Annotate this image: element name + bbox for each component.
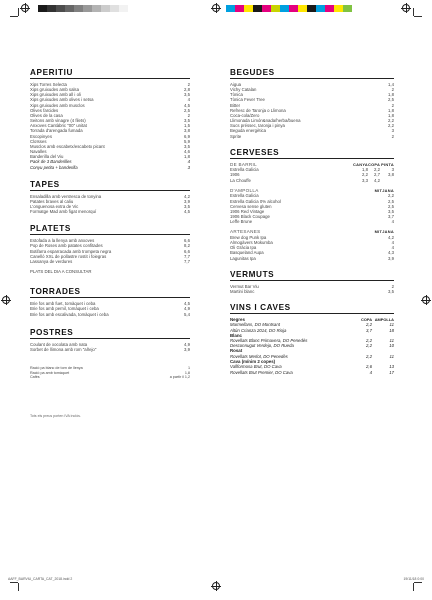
item-name: Cervesa sense gluten (230, 203, 272, 209)
item-name: Altún Crianza 2014, DO Rioja (230, 327, 287, 333)
item-name: Torrada d'arengada fumada (30, 128, 83, 134)
section-divider (30, 297, 190, 298)
item-list (30, 238, 190, 264)
item-name: Aigua (230, 82, 241, 87)
color-swatch (316, 5, 325, 12)
right-menu-column (230, 68, 394, 375)
section-divider (230, 280, 394, 281)
item-price: 5,9 (184, 138, 190, 144)
item-price: 1 (187, 366, 190, 371)
section-aperitiu (30, 68, 190, 170)
item-price: 3,5 (184, 92, 190, 98)
menu-item (230, 289, 394, 294)
item-name: La Chouffe (230, 177, 251, 183)
item-price: 1,8 (388, 92, 394, 98)
item-price: 2,2 (374, 167, 380, 173)
item-price: 6,6 (184, 238, 190, 244)
registration-mark-icon (212, 4, 220, 12)
section-begudes (230, 68, 394, 139)
color-swatch (101, 5, 110, 12)
section-divider (30, 78, 190, 79)
item-name: Ensaladilla amb ventresca de tonyina (30, 193, 102, 199)
item-name: Xips gruixudes amb salsa (30, 87, 79, 93)
item-price: 3,9 (388, 255, 394, 261)
col-header-copa: COPA (368, 161, 381, 167)
item-price: 2,6 (366, 364, 372, 370)
item-price: 3,8 (388, 172, 394, 178)
color-swatch (110, 5, 119, 12)
section-divider (30, 338, 190, 339)
item-price: 2,5 (388, 198, 394, 204)
item-name: Pop de Roses amb patates confitades (30, 243, 103, 249)
color-swatch (280, 5, 289, 12)
item-price: 1,5 (184, 123, 190, 129)
item-price: 2,2 (366, 338, 372, 344)
section-divider (30, 190, 190, 191)
item-price: 4 (187, 159, 190, 165)
item-name: Sprite (230, 133, 242, 139)
item-price: 2,2 (388, 123, 394, 129)
item-name: Cloïsses (30, 138, 47, 144)
item-name: Estofada a la llenya amb anxoves (30, 238, 95, 244)
item-price: 3,9 (184, 346, 190, 352)
vat-footnote: Tots els preus porten IVA inclòs. (30, 413, 81, 418)
section-title: BEGUDES (230, 68, 275, 77)
item-name: Xips gruixudes amb all i oli (30, 92, 81, 98)
menu-item (30, 347, 190, 352)
section-postres (30, 328, 190, 352)
item-price: 2,2 (388, 118, 394, 124)
section-divider (230, 158, 394, 159)
item-name: Conyu petita + banderilla (30, 164, 78, 170)
color-swatch (289, 5, 298, 12)
item-name: 1906 Red Vintage (230, 208, 265, 214)
item-price: 4 (391, 219, 394, 225)
registration-mark-icon (422, 296, 430, 304)
item-name: Coca-cola/Zero (230, 112, 260, 118)
item-price: 2,7 (374, 172, 380, 178)
item-list (230, 284, 394, 294)
col-header-mitjana: MITJANA (374, 187, 394, 193)
item-price: 4,2 (388, 234, 394, 240)
item-price: 10 (389, 343, 394, 349)
section-vermuts (230, 270, 394, 294)
wine-col-header: AMPOLLA (374, 317, 394, 322)
color-swatch (334, 5, 343, 12)
item-price: 18 (389, 327, 394, 333)
item-name: Rovellats Blanc Primavera, DO Penedès (230, 338, 308, 344)
item-price: 11 (389, 353, 394, 359)
item-name: Oli Gràcia Ipa (230, 245, 257, 251)
item-name: Brie fos amb escalivada, tomàquet i ceba (30, 311, 109, 317)
item-price: 2,2 (366, 353, 372, 359)
section-divider (230, 78, 394, 79)
item-list (230, 193, 394, 224)
item-price: 1,8 (184, 154, 190, 160)
item-name: Patates braves al caliu (30, 198, 74, 204)
color-swatch (325, 5, 334, 12)
item-price: 2,5 (388, 97, 394, 103)
item-price: 6,9 (184, 133, 190, 139)
item-price: 2 (187, 112, 190, 118)
item-price: 4 (369, 369, 372, 375)
item-name: Sorbet de llimona amb rom "añejo" (30, 346, 97, 352)
item-name: Anxoves Cantàbric "00" unitat (30, 123, 87, 129)
item-price: 17 (389, 369, 394, 375)
item-name: Navalles (30, 149, 47, 155)
item-name: Botifarra esparracada amb trompeta negra (30, 248, 112, 254)
item-name: Canelló XXL de pollastre rostit i foiegras (30, 253, 107, 259)
color-swatch (74, 5, 83, 12)
item-list (230, 235, 394, 261)
menu-item (30, 312, 190, 317)
item-price: 3 (187, 164, 190, 170)
item-name: Tònica Fever Tree (230, 97, 265, 103)
color-swatch (92, 5, 101, 12)
item-price: 3,9 (184, 198, 190, 204)
item-price: 2,5 (184, 107, 190, 113)
item-price: 3,7 (388, 214, 394, 219)
item-price: 2,2 (388, 193, 394, 199)
item-price: 4,2 (184, 193, 190, 199)
date-slug: 19/11/18 0:00 (403, 577, 424, 581)
crop-mark (18, 8, 19, 16)
item-price: 2 (187, 82, 190, 87)
section-title: APERITIU (30, 68, 74, 77)
artesanes-label: ARTESANES (230, 229, 261, 235)
section-title: VERMUTS (230, 269, 275, 279)
item-name: Estrella Galicia 0% alcohol (230, 198, 281, 204)
item-price: 1,8 (388, 107, 394, 113)
item-price: 2,2 (366, 322, 372, 328)
color-swatch (298, 5, 307, 12)
item-price: 4,6 (184, 149, 190, 155)
item-name: 1906 Black Coupage (230, 214, 270, 219)
wine-list (230, 317, 394, 375)
item-price: 1,8 (362, 167, 368, 173)
item-name: Musclos amb escabetx/escabetx picant (30, 143, 105, 149)
item-name: Brie fos amb pernil, tomàquet i ceba (30, 306, 99, 312)
item-price: 2,2 (362, 172, 368, 178)
item-name: Lassanya de verdures (30, 258, 73, 264)
item-list (30, 301, 190, 316)
registration-mark-icon (212, 582, 220, 590)
item-price: a partir il 1,2 (169, 375, 190, 380)
item-price: 2 (391, 87, 394, 93)
item-name: Almogàvers Mokumba (230, 240, 273, 246)
item-name: Marmellans, DO Montsant (230, 322, 280, 328)
grayscale-color-bar (38, 5, 128, 12)
item-price: 11 (389, 322, 394, 328)
item-price: 2 (391, 102, 394, 108)
section-title: PLATETS (30, 224, 71, 234)
col-header-pinta: PINTA (381, 161, 394, 167)
item-name: Formatge Mad amb figat menorquí (30, 209, 97, 215)
item-name: Estrella Galicia (230, 167, 259, 173)
menu-item (230, 256, 394, 261)
item-price: 2,8 (184, 87, 190, 93)
wine-group-label: Rosat (230, 348, 243, 354)
item-price: 1,8 (388, 112, 394, 118)
item-list (30, 342, 190, 352)
section-vins (230, 303, 394, 375)
item-name: Xips gruixudes amb olives i setsa (30, 97, 94, 103)
section-title: TAPES (30, 179, 60, 189)
section-divider (30, 234, 190, 235)
section-title: TORRADES (30, 287, 81, 297)
item-name: Pack de 3 Banderilles (30, 159, 72, 165)
crop-mark (10, 16, 18, 17)
color-swatch (352, 5, 361, 12)
color-swatch (343, 5, 352, 12)
item-price: 4,9 (184, 306, 190, 312)
item-price (380, 178, 394, 183)
item-price: 5,4 (184, 311, 190, 317)
cmyk-color-bar (226, 5, 361, 12)
item-name: Bitter (230, 102, 241, 108)
item-price: 3 (391, 128, 394, 134)
crop-mark (413, 583, 414, 591)
item-name: L'onguenosa extra de Vic (30, 203, 79, 209)
item-price: 4 (187, 97, 190, 103)
menu-item (230, 370, 394, 375)
color-swatch (38, 5, 47, 12)
item-list (30, 82, 190, 170)
item-name: Brie fos amb fuet, tomàquet i ceba (30, 301, 96, 307)
item-name: Refresc de Taronja o Llimona (230, 107, 286, 113)
item-price: 2 (391, 283, 394, 289)
item-name: Xips Torres Selecta (30, 82, 67, 87)
item-name: Martini blanc (230, 288, 255, 294)
item-name: Olives farcides (30, 107, 59, 113)
item-name: Desconnugut Verdejo, DO Rueda (230, 343, 294, 349)
item-price: 3,5 (388, 288, 394, 294)
color-swatch (253, 5, 262, 12)
item-name: Beguda energètica (230, 128, 267, 134)
left-menu-column (30, 68, 190, 418)
item-price: 4,3 (388, 250, 394, 256)
item-name: Coulant de xocolata amb nata (30, 341, 88, 347)
item-price: 2,2 (366, 343, 372, 349)
item-price: 4,2 (374, 177, 380, 183)
color-swatch (56, 5, 65, 12)
section-title: CERVESES (230, 147, 280, 157)
item-name: Rovellats Brut Premier, DO Cava (230, 369, 293, 375)
section-divider (230, 313, 394, 314)
item-name: Vallformosa Brut, DO Cava (230, 364, 282, 370)
color-swatch (83, 5, 92, 12)
item-price: 4,5 (184, 301, 190, 307)
section-title: POSTRES (30, 327, 74, 337)
registration-mark-icon (21, 4, 29, 12)
file-slug: AAFF_BARVIU_CARTA_CAT_2018.indd 2 (8, 577, 73, 581)
wine-group-label: Cava (mínim 2 copes) (230, 359, 276, 364)
item-name: Basqueland Aupa (230, 250, 264, 256)
crop-mark (10, 582, 18, 583)
item-name: Tònica (230, 92, 243, 98)
item-list (30, 194, 190, 215)
item-price: 1,4 (388, 82, 394, 87)
menu-item (230, 134, 394, 139)
color-swatch (47, 5, 56, 12)
item-price: 3,8 (184, 128, 190, 134)
item-name: Olives de la casa (30, 112, 63, 118)
item-price: 4,5 (184, 209, 190, 215)
item-list (230, 82, 394, 139)
item-name: Lagunitas Ipa (230, 255, 256, 261)
item-price: 3,7 (366, 327, 372, 333)
item-price: 4,5 (184, 102, 190, 108)
item-name: Estrella Galicia (230, 193, 259, 199)
registration-mark-icon (2, 296, 10, 304)
item-name: Leffe Brune (230, 219, 253, 225)
item-name: Seitons amb vinagre (4 filets) (30, 118, 86, 124)
section-torrades (30, 287, 190, 316)
menu-item (230, 219, 394, 224)
item-name: Escopinyes (30, 133, 52, 139)
item-price: 3,5 (184, 203, 190, 209)
item-name: Ració pa blanc de torn de llenya (30, 366, 83, 371)
menu-item (30, 375, 190, 380)
item-name: Banderilla del Viu (30, 154, 64, 160)
menu-item (30, 209, 190, 214)
item-price: 6,6 (184, 248, 190, 254)
color-swatch (119, 5, 128, 12)
ampolla-label: D'AMPOLLA (230, 187, 259, 193)
item-name: Cafès (30, 375, 40, 380)
section-platets (30, 224, 190, 274)
item-price: 3,5 (184, 143, 190, 149)
col-header-mitjana: MITJANA (374, 229, 394, 235)
daily-dishes-note: PLATS DEL DIA A CONSULTAR (30, 269, 92, 275)
crop-mark (18, 583, 19, 591)
item-price: 3 (391, 167, 394, 173)
item-name: 1906 (230, 172, 240, 178)
barril-list (230, 167, 394, 182)
wine-group-label: Negres (230, 317, 245, 322)
menu-item (230, 178, 394, 183)
item-price: 3,3 (362, 177, 368, 183)
menu-item (30, 259, 190, 264)
registration-mark-icon (402, 4, 410, 12)
item-name: Brew dog Punk Ipa (230, 234, 267, 240)
item-price: 8,2 (184, 243, 190, 249)
item-name: Rovellats Merlot, DO Penedès (230, 353, 288, 359)
color-swatch (235, 5, 244, 12)
section-title: VINS I CAVES (230, 303, 291, 312)
item-price: 4 (391, 245, 394, 251)
item-price: 4,9 (184, 341, 190, 347)
item-name: Xips gruixudes amb musclos (30, 102, 85, 108)
color-swatch (271, 5, 280, 12)
item-name: Sucs préssec, taronja i pinya (230, 123, 285, 129)
section-cerveses (230, 148, 394, 261)
item-name: Ració pa amb tomàquet (30, 370, 70, 375)
item-price: 3,5 (388, 208, 394, 214)
item-price: 1,8 (184, 370, 190, 375)
crop-mark (413, 8, 414, 16)
item-price: 11 (389, 338, 394, 344)
color-swatch (65, 5, 74, 12)
extras-list (30, 366, 190, 380)
item-price: 7,7 (184, 258, 190, 264)
item-price: 2 (391, 133, 394, 139)
wine-col-header: COPA (361, 317, 372, 322)
menu-item (30, 165, 190, 170)
crop-mark (414, 16, 422, 17)
color-swatch (244, 5, 253, 12)
item-price: 13 (389, 364, 394, 370)
section-tapes (30, 180, 190, 215)
item-name: Vermut Bar Viu (230, 283, 259, 289)
color-swatch (307, 5, 316, 12)
color-swatch (262, 5, 271, 12)
col-header-canya: CANYA (353, 161, 368, 167)
item-name: Vichy Catalan (230, 87, 257, 93)
barril-label: DE BARRIL (230, 161, 257, 167)
item-name: Llimonada Limón&nada/herba/buena (230, 118, 301, 124)
wine-group-label: Blanc (230, 332, 242, 338)
crop-mark (414, 582, 422, 583)
color-swatch (226, 5, 235, 12)
item-price: 2,5 (388, 203, 394, 209)
item-price: 3,5 (184, 118, 190, 124)
item-price: 7,7 (184, 253, 190, 259)
item-price: 4 (391, 240, 394, 246)
